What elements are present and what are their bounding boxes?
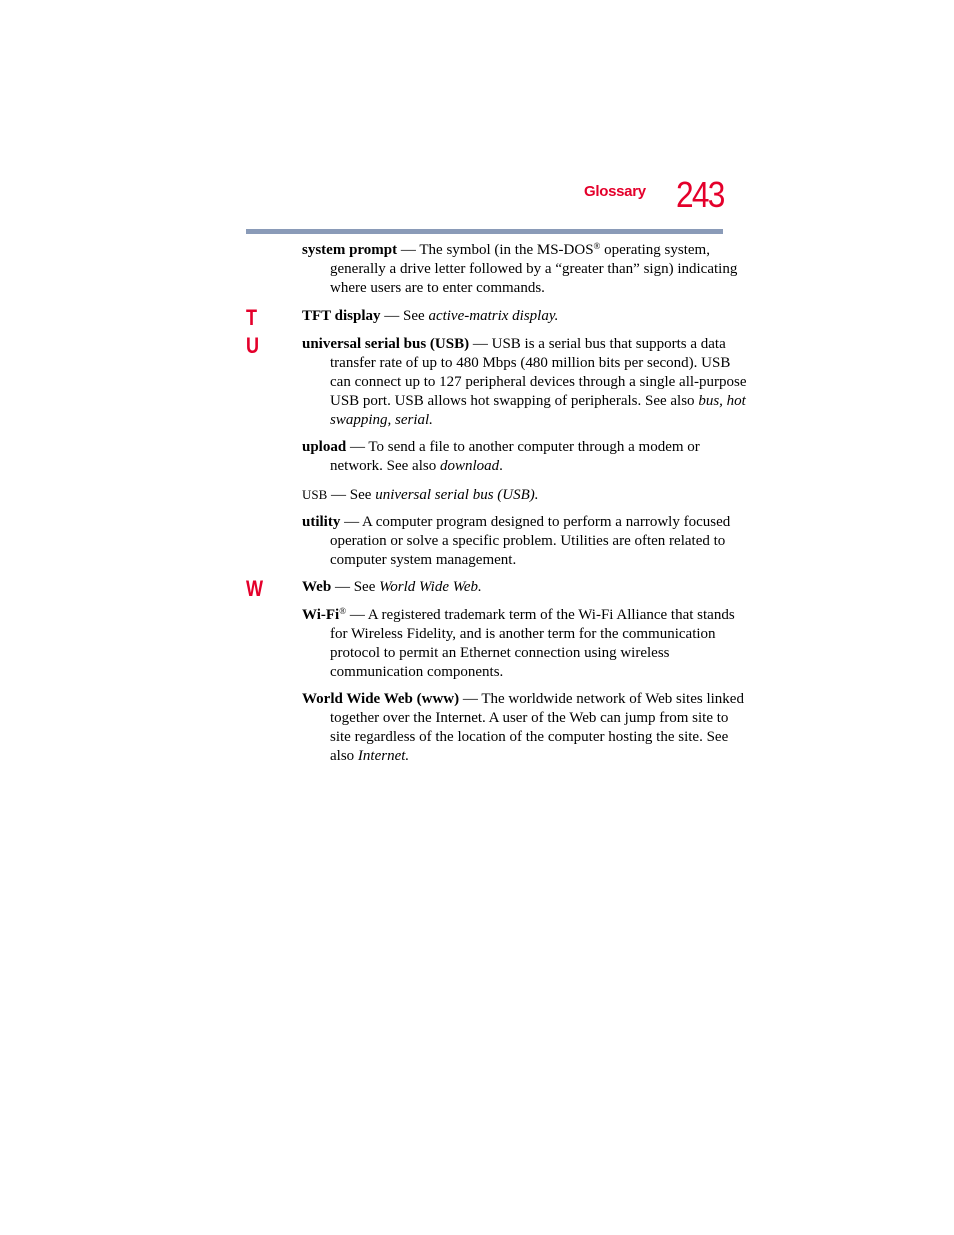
registered-mark: ® <box>593 241 601 251</box>
entry-world-wide-web <box>302 690 750 766</box>
entry-text: — The symbol (in the MS-DOS <box>397 242 594 258</box>
entry-text: — To send a file to another computer through a modem or network. See also <box>330 439 700 474</box>
entry-term: TFT display <box>302 308 381 324</box>
entry-term: USB <box>302 487 328 502</box>
cross-reference: universal serial bus (USB). <box>375 487 539 503</box>
entry-text: — A computer program designed to perform a narrowly focused operation or solve a specific problem. Utilities are often related to computer system management. <box>330 514 731 568</box>
entry-term: Wi-Fi <box>302 607 340 623</box>
entry-web <box>302 578 750 597</box>
entry-term: Web <box>302 579 332 595</box>
entry-universal-serial-bus <box>302 335 750 430</box>
entry-text: — See <box>380 308 429 324</box>
entry-term: utility <box>302 514 341 530</box>
registered-mark: ® <box>339 606 347 616</box>
entry-term: system prompt <box>302 242 398 258</box>
entry-wifi <box>302 606 750 682</box>
entry-term: universal serial bus (USB) <box>302 336 470 352</box>
section-letter-u: U <box>246 333 260 358</box>
entry-term: upload <box>302 439 347 455</box>
cross-reference: download <box>439 458 500 474</box>
section-letter-w: W <box>246 576 264 601</box>
entry-usb <box>302 485 750 505</box>
entry-text: operating system, generally a drive letter followed by a “greater than” sign) indicating where users are to enter commands. <box>330 242 738 296</box>
entry-text: — See <box>327 487 376 503</box>
entry-term: World Wide Web (www) <box>302 691 460 707</box>
entry-text: — The worldwide network of Web sites linked together over the Internet. A user of the Web can jump from site to site regardless of the location of the computer hosting the site. See also <box>330 691 744 764</box>
header-rule <box>246 229 723 234</box>
entry-upload <box>302 438 750 476</box>
cross-reference: Internet. <box>357 748 410 764</box>
entry-text: . <box>499 458 503 474</box>
section-title: Glossary <box>584 183 646 200</box>
entry-text: — See <box>331 579 380 595</box>
entry-system-prompt <box>302 241 750 298</box>
cross-reference: bus, hot swapping, serial. <box>330 393 746 428</box>
entry-text: — USB is a serial bus that supports a data transfer rate of up to 480 Mbps (480 million bits per second). USB can connect up to 127 peripheral devices through a single all-purpose USB port. USB allows hot swapping of peripherals. See also <box>330 336 747 409</box>
entry-utility <box>302 513 750 570</box>
page-number: 243 <box>676 174 724 215</box>
cross-reference: World Wide Web. <box>379 579 482 595</box>
entry-text: — A registered trademark term of the Wi-Fi Alliance that stands for Wireless Fidelity, and is another term for the communication protocol to permit an Ethernet connection using wireless communication components. <box>330 607 735 680</box>
entry-tft-display <box>302 307 750 326</box>
section-letter-t: T <box>246 305 258 330</box>
cross-reference: active-matrix display. <box>428 308 559 324</box>
